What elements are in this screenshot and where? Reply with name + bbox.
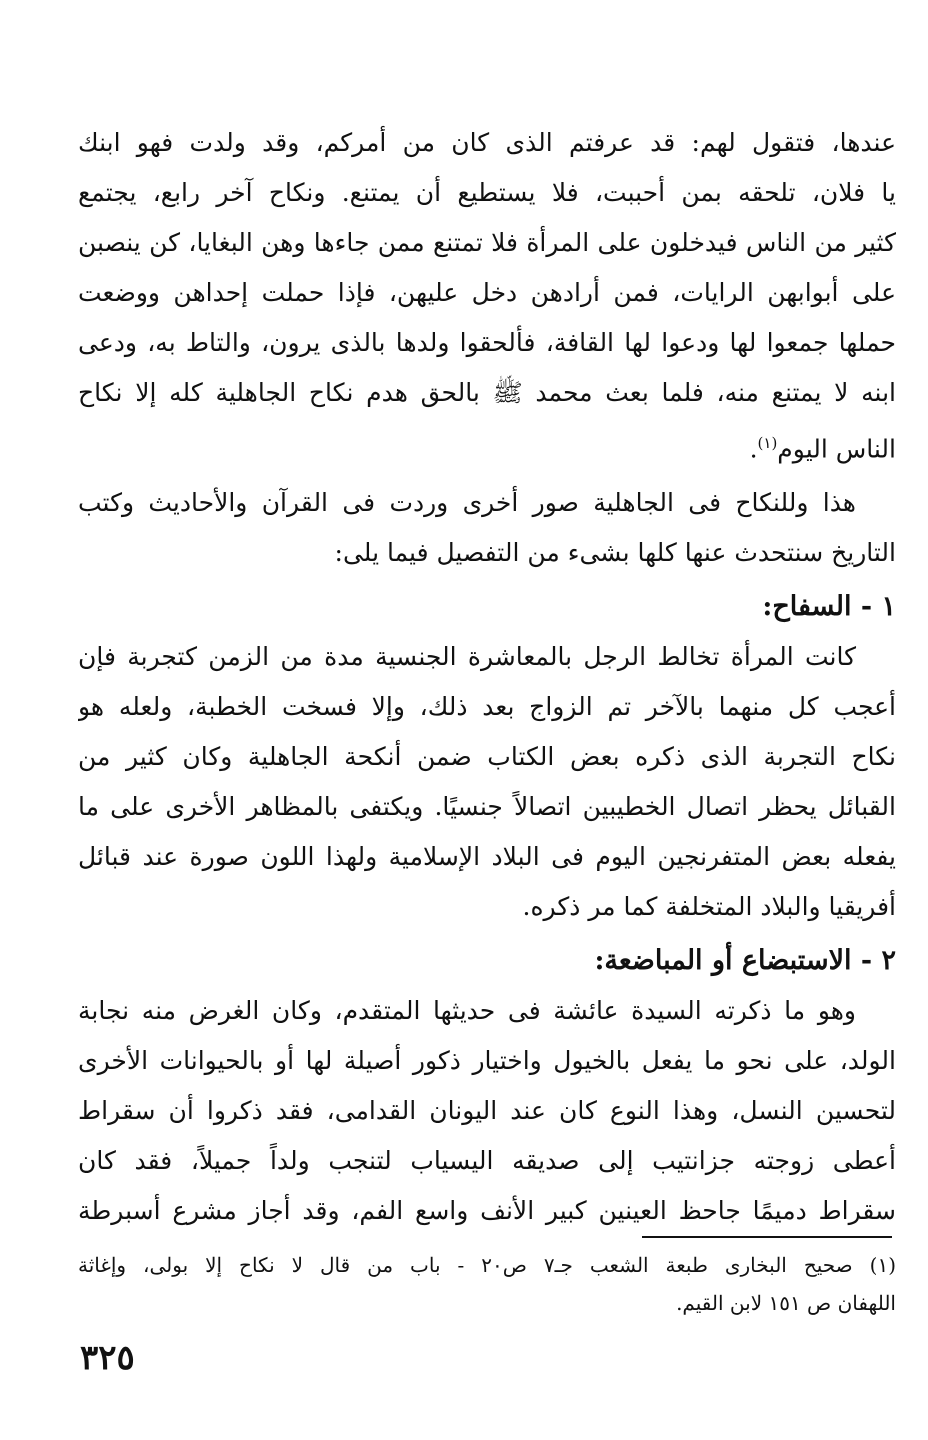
- footnote-line: (١) صحيح البخارى طبعة الشعب جـ٧ ص٢٠ - باب من قال لا نكاح إلا بولى، وإغاثة: [78, 1253, 896, 1277]
- page-number: ٣٢٥: [80, 1338, 135, 1378]
- paragraph-3: [78, 632, 896, 932]
- main-text: [78, 118, 896, 1236]
- text-line: أعجب كل منهما بالآخر تم الزواج بعد ذلك، وإلا فسخت الخطبة، ولعله هو: [78, 692, 896, 721]
- text-line: هذا وللنكاح فى الجاهلية صور أخرى وردت فى القرآن والأحاديث وكتب: [78, 488, 856, 517]
- footnote-marker: (١): [757, 434, 778, 452]
- paragraph-1: [78, 118, 896, 468]
- text-line: ابنه لا يمتنع منه، فلما بعث محمد ﷺ بالحق هدم نكاح الجاهلية كله إلا نكاح: [78, 378, 896, 407]
- text-line: [78, 418, 896, 468]
- section-heading-1: ١ - السفاح:: [762, 591, 896, 622]
- text-line: كثير من الناس فيدخلون على المرأة فلا تمتنع ممن جاءها وهن البغايا، كن ينصبن: [78, 228, 896, 257]
- text-line: على أبوابهن الرايات، فمن أرادهن دخل عليهن، فإذا حملت إحداهن ووضعت: [78, 278, 896, 307]
- text-line: حملها جمعوا لها ودعوا لها القافة، فألحقوا ولدها بالذى يرون، والتاط به، ودعى: [78, 328, 896, 357]
- text-line: نكاح التجربة الذى ذكره بعض الكتاب ضمن أنكحة الجاهلية وكان كثير من: [78, 742, 896, 771]
- text-line: الولد، على نحو ما يفعل بالخيول واختيار ذكور أصيلة لها أو بالحيوانات الأخرى: [78, 1046, 896, 1075]
- text-line: يفعله بعض المتفرنجين اليوم فى البلاد الإسلامية ولهذا اللون صورة عند قبائل: [78, 842, 896, 871]
- text-line: سقراط دميمًا جاحظ العينين كبير الأنف واسع الفم، وقد أجاز مشرع أسبرطة: [78, 1196, 896, 1225]
- text-line: عندها، فتقول لهم: قد عرفتم الذى كان من أمركم، وقد ولدت فهو ابنك: [78, 128, 896, 157]
- footnotes: [78, 1246, 896, 1322]
- text-line: كانت المرأة تخالط الرجل بالمعاشرة الجنسية مدة من الزمن كتجربة فإن: [78, 642, 856, 671]
- text-line: لتحسين النسل، وهذا النوع كان عند اليونان القدامى، فقد ذكروا أن سقراط: [78, 1096, 896, 1125]
- text-line: أفريقيا والبلاد المتخلفة كما مر ذكره.: [522, 892, 896, 921]
- text-line: التاريخ سنتحدث عنها كلها بشىء من التفصيل فيما يلى:: [334, 538, 896, 567]
- footnote-line: اللهفان ص ١٥١ لابن القيم.: [676, 1291, 896, 1315]
- paragraph-4: [78, 986, 896, 1236]
- text-line: يا فلان، تلحقه بمن أحببت، فلا يستطيع أن يمتنع. ونكاح آخر رابع، يجتمع: [78, 178, 896, 207]
- footnote-divider: [642, 1236, 892, 1238]
- text-line: القبائل يحظر اتصال الخطيبين اتصالاً جنسيًا. ويكتفى بالمظاهر الأخرى على ما: [78, 792, 896, 821]
- text-fragment: الناس اليوم: [777, 434, 896, 464]
- text-line: أعطى زوجته جزانتيب إلى صديقه اليسياب لتنجب ولداً جميلاً، فقد كان: [78, 1146, 896, 1175]
- paragraph-2: [78, 478, 896, 578]
- text-fragment: .: [749, 434, 758, 464]
- section-heading-2: ٢ - الاستبضاع أو المباضعة:: [594, 945, 896, 976]
- text-line: وهو ما ذكرته السيدة عائشة فى حديثها المتقدم، وكان الغرض منه نجابة: [78, 996, 856, 1025]
